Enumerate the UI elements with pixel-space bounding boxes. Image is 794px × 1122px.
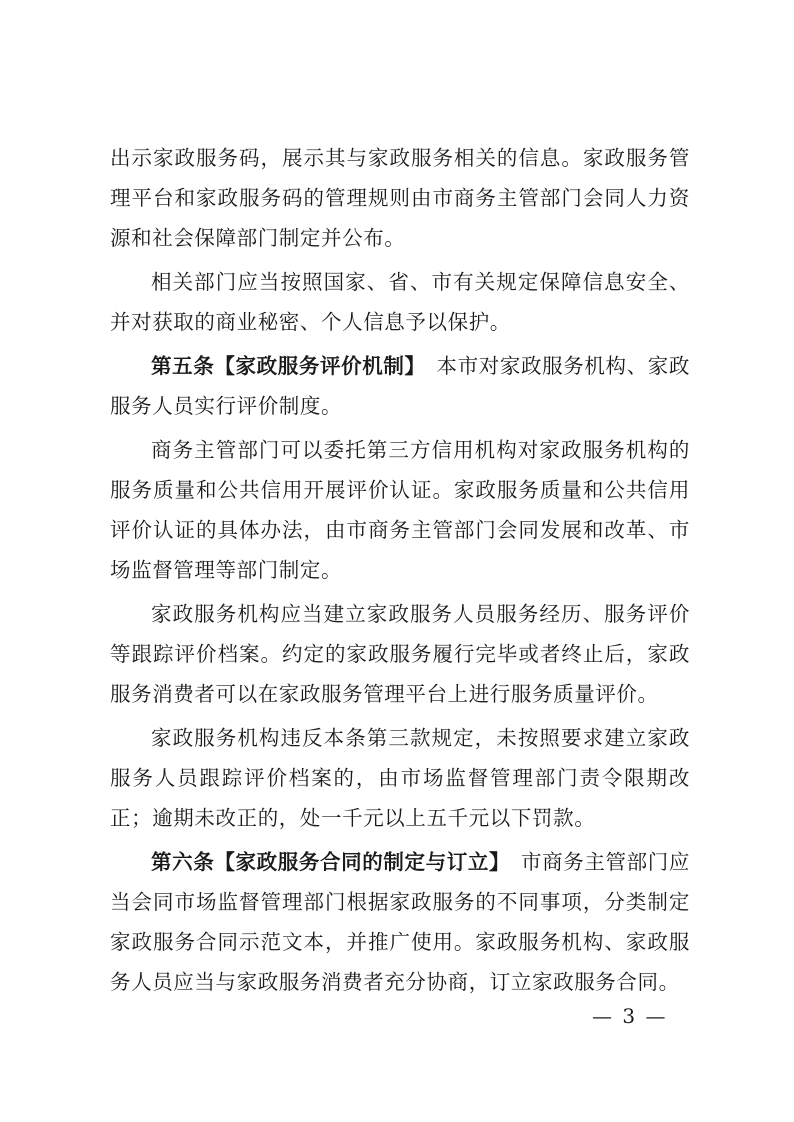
paragraph-text: 市商务主管部门应当会同市场监督管理部门根据家政服务的不同事项，分类制定家政服务合同示范文本，并推广使用。家政服务机构、家政服务人员应当与家政服务消费者充分协商，订立家政服务合同。 <box>110 850 690 994</box>
article-6-paragraph <box>110 842 690 1002</box>
article-5-title: 第五条【家政服务评价机制】 <box>151 354 416 378</box>
paragraph-5 <box>110 594 690 714</box>
paragraph-2 <box>110 262 690 342</box>
paragraph-text: 家政服务机构违反本条第三款规定，未按照要求建立家政服务人员跟踪评价档案的，由市场监督管理部门责令限期改正；逾期未改正的，处一千元以上五千元以下罚款。 <box>110 726 690 830</box>
paragraph-text: 出示家政服务码，展示其与家政服务相关的信息。家政服务管理平台和家政服务码的管理规则由市商务主管部门会同人力资源和社会保障部门制定并公布。 <box>110 146 690 250</box>
article-5-paragraph <box>110 346 690 426</box>
page-number: — 3 — <box>592 1004 668 1028</box>
document-body <box>110 138 690 1006</box>
paragraph-4 <box>110 430 690 590</box>
paragraph-text: 本市对家政服务机构、家政服务人员实行评价制度。 <box>110 354 690 418</box>
paragraph-text: 相关部门应当按照国家、省、市有关规定保障信息安全、并对获取的商业秘密、个人信息予以保护。 <box>110 270 690 334</box>
paragraph-text: 家政服务机构应当建立家政服务人员服务经历、服务评价等跟踪评价档案。约定的家政服务履行完毕或者终止后，家政服务消费者可以在家政服务管理平台上进行服务质量评价。 <box>110 602 690 706</box>
paragraph-6 <box>110 718 690 838</box>
paragraph-text: 商务主管部门可以委托第三方信用机构对家政服务机构的服务质量和公共信用开展评价认证。家政服务质量和公共信用评价认证的具体办法，由市商务主管部门会同发展和改革、市场监督管理等部门制定。 <box>110 438 690 582</box>
paragraph-1 <box>110 138 690 258</box>
article-6-title: 第六条【家政服务合同的制定与订立】 <box>151 850 500 874</box>
